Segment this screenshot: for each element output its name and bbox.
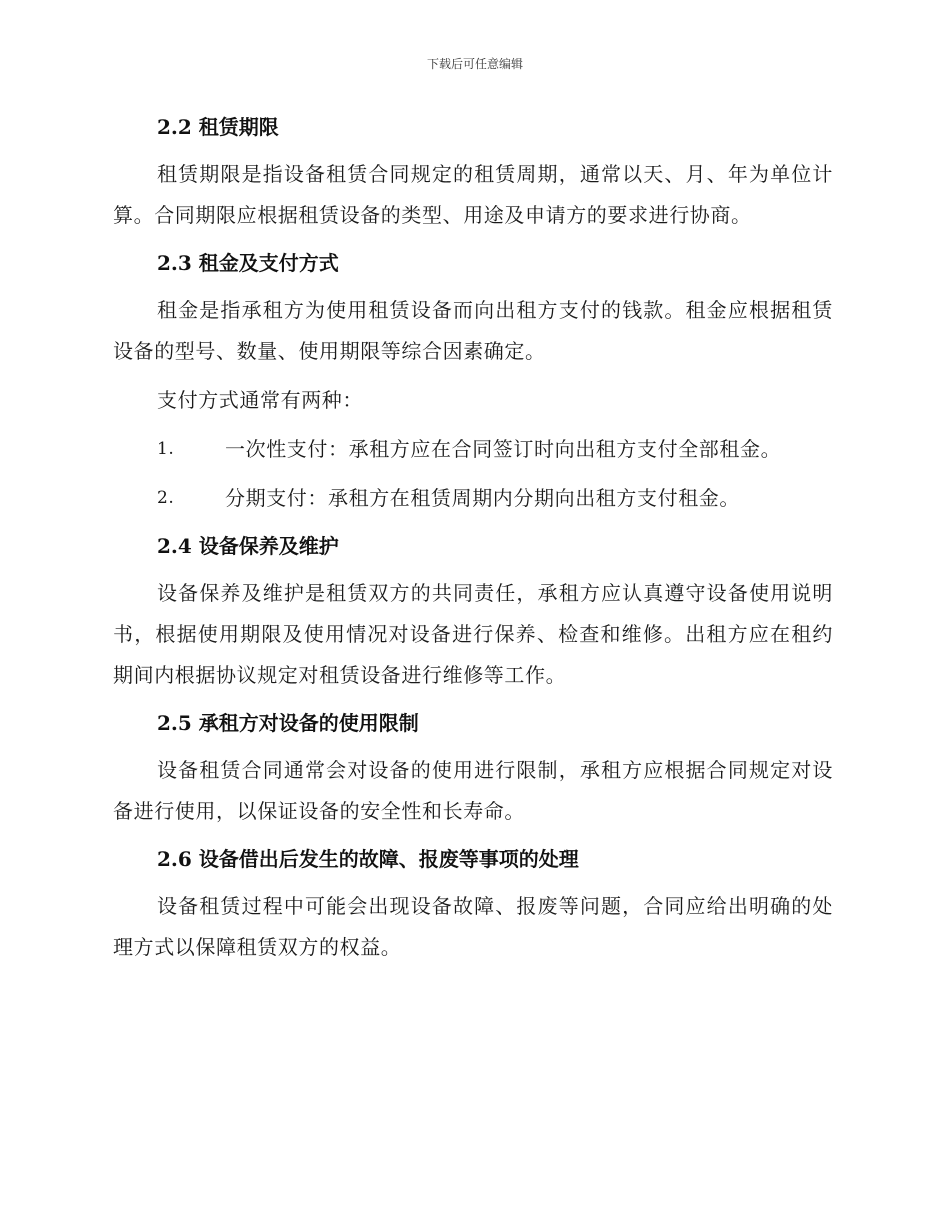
page-header: 下载后可任意编辑 (426, 57, 523, 71)
paragraph: 设备租赁合同通常会对设备的使用进行限制，承租方应根据合同规定对设备进行使用，以保证设备的安全性和长寿命。 (113, 758, 833, 823)
list-number: 1. (157, 439, 175, 459)
paragraph: 租赁期限是指设备租赁合同规定的租赁周期，通常以天、月、年为单位计算。合同期限应根据租赁设备的类型、用途及申请方的要求进行协商。 (113, 162, 833, 227)
section-heading-2-2: 2.2 租赁期限 (157, 115, 279, 139)
paragraph: 设备租赁过程中可能会出现设备故障、报废等问题，合同应给出明确的处理方式以保障租赁双方的权益。 (113, 894, 833, 959)
list-number: 2. (157, 488, 175, 508)
document-body (113, 108, 833, 976)
section-heading-2-6: 2.6 设备借出后发生的故障、报废等事项的处理 (157, 847, 579, 871)
section-heading-2-5: 2.5 承租方对设备的使用限制 (157, 711, 419, 735)
section-heading-2-4: 2.4 设备保养及维护 (157, 534, 339, 558)
paragraph: 支付方式通常有两种： (157, 388, 363, 412)
list-text: 分期支付：承租方在租赁周期内分期向出租方支付租金。 (225, 486, 740, 510)
paragraph: 设备保养及维护是租赁双方的共同责任，承租方应认真遵守设备使用说明书，根据使用期限及使用情况对设备进行保养、检查和维修。出租方应在租约期间内根据协议规定对租赁设备进行维修等工作。 (113, 581, 833, 687)
list-item (157, 429, 833, 470)
list-item (157, 478, 833, 519)
list-text: 一次性支付：承租方应在合同签订时向出租方支付全部租金。 (225, 437, 782, 461)
section-heading-2-3: 2.3 租金及支付方式 (157, 251, 339, 275)
paragraph: 租金是指承租方为使用租赁设备而向出租方支付的钱款。租金应根据租赁设备的型号、数量、使用期限等综合因素确定。 (113, 298, 833, 363)
